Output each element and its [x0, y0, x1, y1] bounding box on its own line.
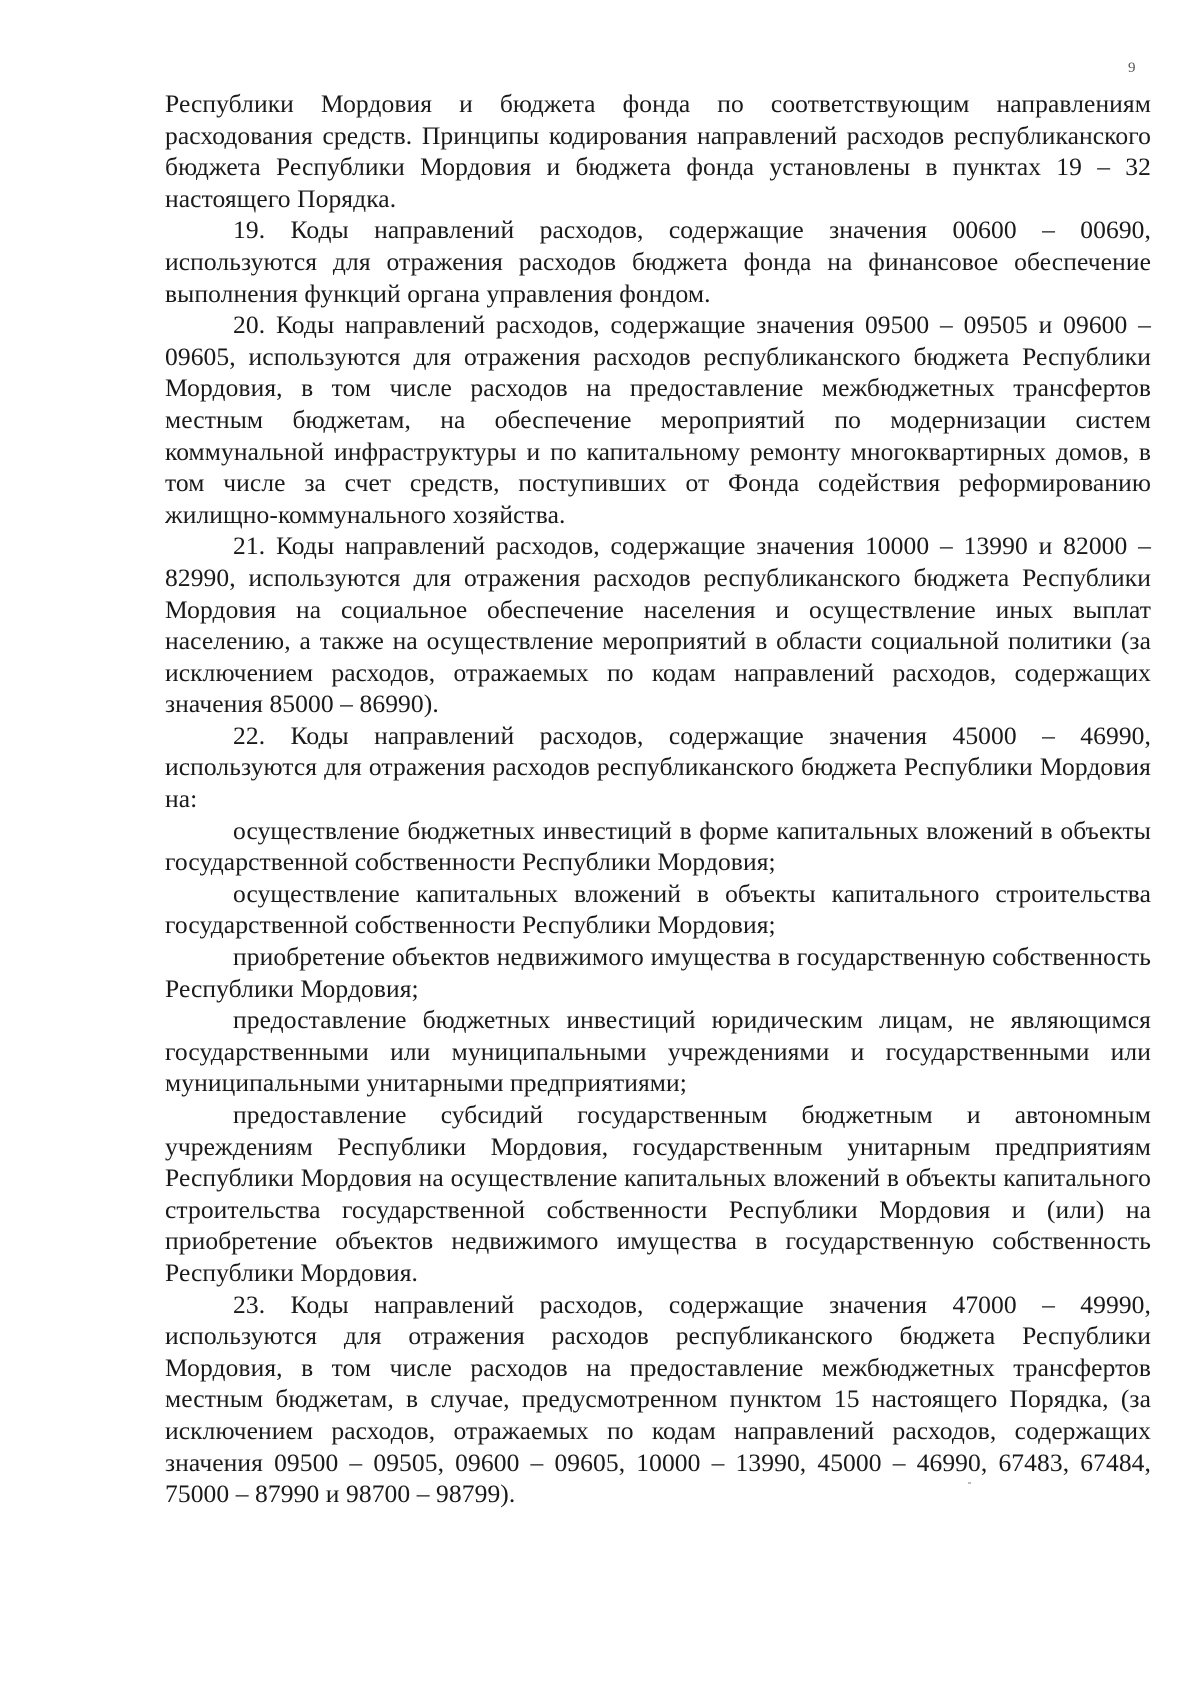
paragraph-22-subitem-2: осуществление капитальных вложений в объекты капитального строительства государственной собственности Республики Мордовия;	[165, 878, 1151, 940]
paragraph-22-subitem-5: предоставление субсидий государственным бюджетным и автономным учреждениям Республики Мордовия, государственным унитарным предприятиям Республики Мордовия на осуществление капитальных вложений в объекты капитального строительства государственной собственности Республики Мордовия и (или) на приобретение объектов недвижимого имущества в государственную собственность Республики Мордовия.	[165, 1100, 1151, 1287]
paragraph-continuation: Республики Мордовия и бюджета фонда по соответствующим направлениям расходования средств. Принципы кодирования направлений расходов республиканского бюджета Республики Мордовия и бюджета фонда установлены в пунктах 19 – 32 настоящего Порядка.	[165, 89, 1151, 213]
document-body	[165, 88, 1151, 1510]
paragraph-item-19: 19. Коды направлений расходов, содержащие значения 00600 – 00690, используются для отражения расходов бюджета фонда на финансовое обеспечение выполнения функций органа управления фондом.	[165, 215, 1151, 308]
scan-speck	[968, 1482, 971, 1484]
paragraph-22-subitem-1: осуществление бюджетных инвестиций в форме капитальных вложений в объекты государственной собственности Республики Мордовия;	[165, 815, 1151, 877]
paragraph-item-20: 20. Коды направлений расходов, содержащие значения 09500 – 09505 и 09600 – 09605, используются для отражения расходов республиканского бюджета Республики Мордовия, в том числе расходов на предоставление межбюджетных трансфертов местным бюджетам, на обеспечение мероприятий по модернизации систем коммунальной инфраструктуры и по капитальному ремонту многоквартирных домов, в том числе за счет средств, поступивших от Фонда содействия реформированию жилищно-коммунального хозяйства.	[165, 310, 1151, 529]
page-number: 9	[1128, 60, 1136, 76]
paragraph-item-21: 21. Коды направлений расходов, содержащие значения 10000 – 13990 и 82000 – 82990, используются для отражения расходов республиканского бюджета Республики Мордовия на социальное обеспечение населения и осуществление иных выплат населению, а также на осуществление мероприятий в области социальной политики (за исключением расходов, отражаемых по кодам направлений расходов, содержащих значения 85000 – 86990).	[165, 531, 1151, 719]
paragraph-item-22: 22. Коды направлений расходов, содержащие значения 45000 – 46990, используются для отражения расходов республиканского бюджета Республики Мордовия на:	[165, 720, 1151, 814]
paragraph-item-23: 23. Коды направлений расходов, содержащие значения 47000 – 49990, используются для отражения расходов республиканского бюджета Республики Мордовия, в том числе расходов на предоставление межбюджетных трансфертов местным бюджетам, в случае, предусмотренном пунктом 15 настоящего Порядка, (за исключением расходов, отражаемых по кодам направлений расходов, содержащих значения 09500 – 09505, 09600 – 09605, 10000 – 13990, 45000 – 46990, 67483, 67484, 75000 – 87990 и 98700 – 98799).	[165, 1289, 1151, 1509]
paragraph-22-subitem-4: предоставление бюджетных инвестиций юридическим лицам, не являющимся государственными или муниципальными учреждениями и государственными или муниципальными унитарными предприятиями;	[165, 1005, 1151, 1098]
paragraph-22-subitem-3: приобретение объектов недвижимого имущества в государственную собственность Республики Мордовия;	[165, 942, 1151, 1003]
